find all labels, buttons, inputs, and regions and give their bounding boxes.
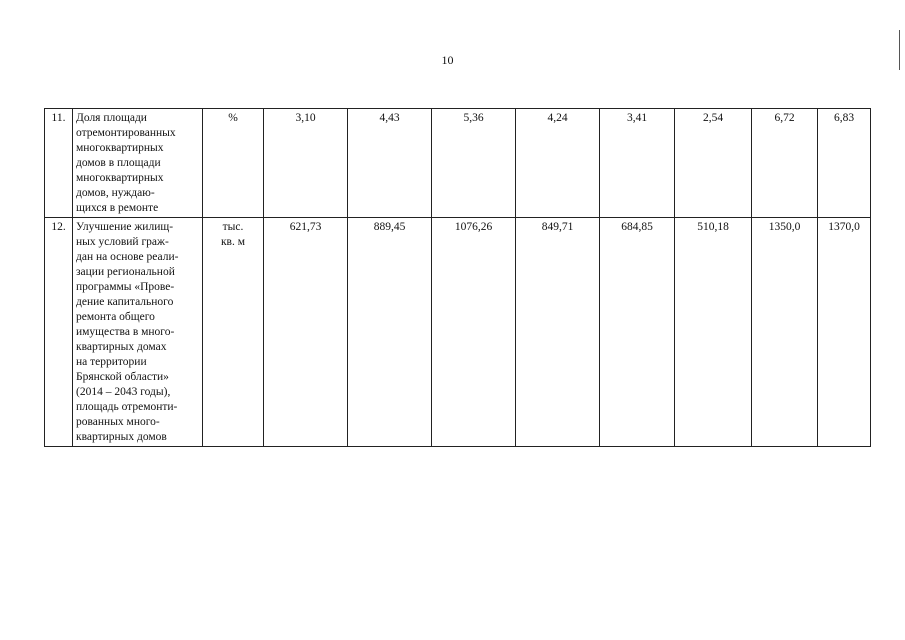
value-cell: 849,71 [516,218,600,447]
description-line: Брянской области» [76,371,169,383]
row-number: 12. [45,218,73,447]
description-line: отремонтированных [76,127,176,139]
row-number: 11. [45,109,73,218]
value-cell: 1350,0 [752,218,818,447]
description-line: дан на основе реали- [76,251,179,263]
description-line: на территории [76,356,147,368]
value-cell: 6,83 [818,109,871,218]
value-cell: 3,41 [600,109,675,218]
page-edge-line [899,30,900,70]
value-cell: 1076,26 [432,218,516,447]
value-cell: 2,54 [675,109,752,218]
row-unit [203,218,264,447]
unit-line: % [228,112,238,124]
description-line: щихся в ремонте [76,202,159,214]
description-line: рованных много- [76,416,160,428]
description-line: Доля площади [76,112,147,124]
row-description [73,109,203,218]
description-line: ремонта общего [76,311,155,323]
description-line: ных условий граж- [76,236,169,248]
value-cell: 684,85 [600,218,675,447]
row-description [73,218,203,447]
description-line: домов, нуждаю- [76,187,155,199]
description-line: квартирных домов [76,431,167,443]
row-unit [203,109,264,218]
table-row [45,109,871,218]
value-cell: 3,10 [264,109,348,218]
description-line: площадь отремонти- [76,401,178,413]
value-cell: 510,18 [675,218,752,447]
value-cell: 5,36 [432,109,516,218]
description-line: зации региональной [76,266,175,278]
page-number: 10 [441,53,454,67]
description-line: квартирных домах [76,341,167,353]
description-line: программы «Прове- [76,281,175,293]
description-line: имущества в много- [76,326,175,338]
description-line: Улучшение жилищ- [76,221,174,233]
description-line: многоквартирных [76,142,164,154]
description-line: (2014 – 2043 годы), [76,386,171,398]
table-row [45,218,871,447]
value-cell: 1370,0 [818,218,871,447]
value-cell: 889,45 [348,218,432,447]
indicators-table [44,108,871,447]
description-line: дение капитального [76,296,174,308]
unit-line: тыс. [222,221,244,233]
description-line: домов в площади [76,157,161,169]
value-cell: 6,72 [752,109,818,218]
description-line: многоквартирных [76,172,164,184]
value-cell: 621,73 [264,218,348,447]
value-cell: 4,24 [516,109,600,218]
unit-line: кв. м [220,236,246,248]
value-cell: 4,43 [348,109,432,218]
